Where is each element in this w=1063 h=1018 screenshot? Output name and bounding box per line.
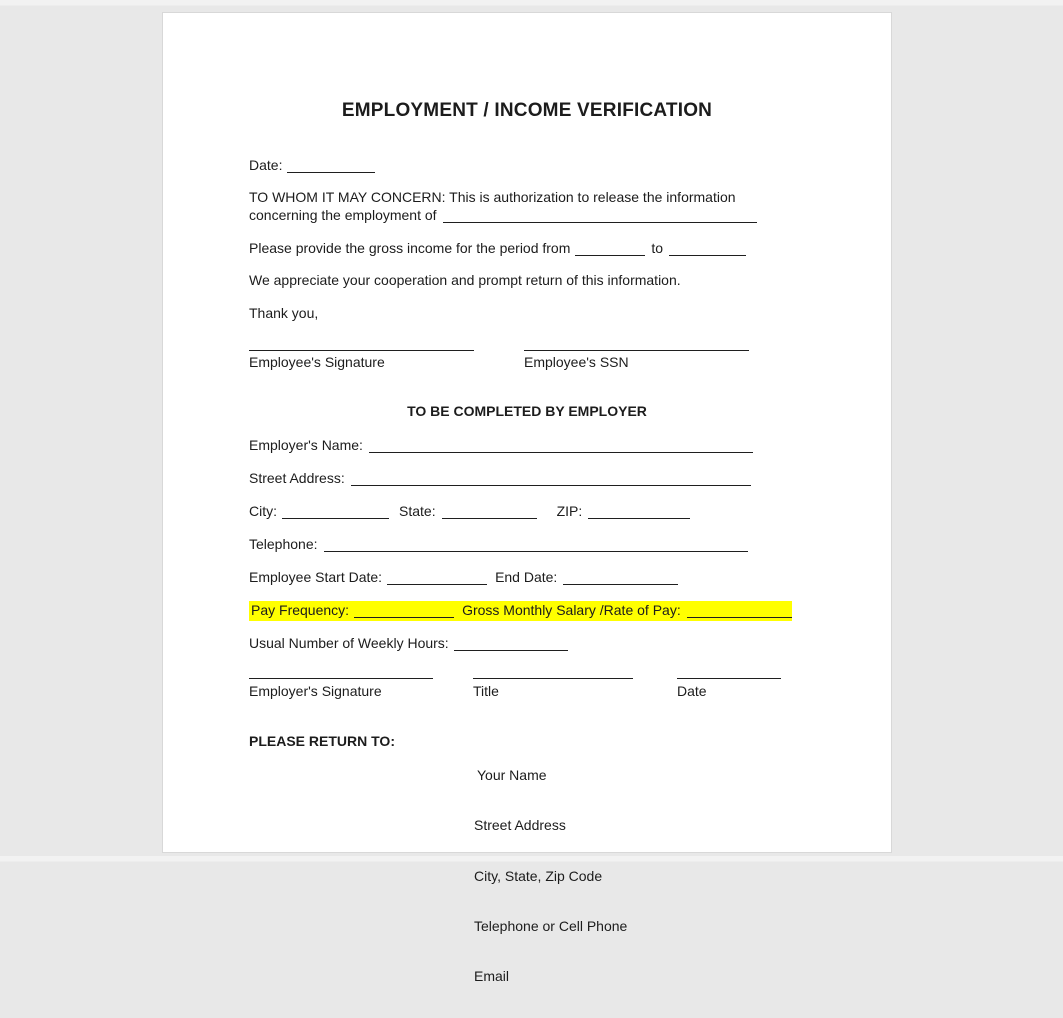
- signature-date-blank-line: [677, 665, 781, 679]
- street-address-line: [249, 469, 751, 487]
- weekly-hours-blank-line: [454, 637, 568, 651]
- employer-signature-labels: [249, 683, 707, 700]
- zip-label: ZIP:: [556, 503, 583, 519]
- appreciate-line-row: [249, 272, 681, 289]
- return-to-label: PLEASE RETURN TO:: [249, 733, 395, 749]
- date-label: Date:: [249, 157, 283, 173]
- employer-name-line: [249, 436, 753, 454]
- employer-name-blank-line: [369, 439, 753, 453]
- period-to-label: to: [651, 240, 664, 256]
- date-line: [249, 156, 375, 174]
- period-line: [249, 239, 746, 257]
- telephone-blank-line: [324, 538, 748, 552]
- return-to-name: Your Name: [477, 767, 547, 783]
- title-column-label: Title: [473, 683, 499, 699]
- employee-signature-blank-line: [249, 337, 474, 351]
- employee-signature-lines: [249, 334, 749, 348]
- period-from-label: Please provide the gross income for the period from: [249, 240, 571, 256]
- street-address-blank-line: [351, 472, 751, 486]
- state-blank-line: [442, 505, 537, 519]
- return-to-city-state-zip: City, State, Zip Code: [474, 867, 603, 884]
- return-to-street: Street Address: [474, 817, 566, 834]
- date-blank-line: [287, 159, 375, 173]
- employee-signature-labels: [249, 354, 629, 371]
- return-to-phone: Telephone or Cell Phone: [474, 917, 628, 934]
- end-date-blank-line: [563, 571, 678, 585]
- weekly-hours-label: Usual Number of Weekly Hours:: [249, 635, 449, 651]
- appreciate-text: We appreciate your cooperation and prompt return of this information.: [249, 272, 681, 288]
- gross-salary-blank-line: [687, 604, 792, 618]
- weekly-hours-line: [249, 634, 568, 652]
- thank-you-row: [249, 305, 318, 322]
- return-to-section: [249, 733, 627, 1018]
- concern-line1: TO WHOM IT MAY CONCERN: This is authorization to release the information: [249, 189, 736, 205]
- title-blank-line: [473, 665, 633, 679]
- start-end-date-line: [249, 568, 678, 586]
- pay-frequency-blank-line: [354, 604, 454, 618]
- return-to-address-block: [474, 733, 627, 1018]
- employer-signature-blank-line: [249, 665, 433, 679]
- employee-ssn-label: Employee's SSN: [524, 354, 629, 370]
- period-start-blank-line: [575, 242, 645, 256]
- city-state-zip-line: [249, 502, 690, 520]
- street-address-label: Street Address:: [249, 470, 345, 486]
- telephone-line: [249, 535, 748, 553]
- employee-signature-label: Employee's Signature: [249, 354, 385, 370]
- employer-section-title: TO BE COMPLETED BY EMPLOYER: [407, 403, 647, 419]
- state-label: State:: [399, 503, 436, 519]
- employer-signature-lines: [249, 662, 781, 676]
- end-date-label: End Date:: [495, 569, 558, 585]
- return-to-email: Email: [474, 968, 510, 985]
- document-page: [162, 12, 892, 985]
- telephone-label: Telephone:: [249, 536, 318, 552]
- concern-paragraph: [249, 189, 757, 224]
- period-end-blank-line: [669, 242, 746, 256]
- thank-you-text: Thank you,: [249, 305, 319, 321]
- date-column-label: Date: [677, 683, 707, 699]
- start-date-label: Employee Start Date:: [249, 569, 383, 585]
- employment-of-blank-line: [443, 209, 757, 223]
- pay-frequency-label: Pay Frequency:: [251, 602, 350, 618]
- start-date-blank-line: [387, 571, 487, 585]
- employer-signature-label: Employer's Signature: [249, 683, 382, 699]
- employee-ssn-blank-line: [524, 337, 749, 351]
- employer-name-label: Employer's Name:: [249, 437, 363, 453]
- city-label: City:: [249, 503, 277, 519]
- gross-salary-label: Gross Monthly Salary /Rate of Pay:: [462, 602, 681, 618]
- pay-frequency-highlight-row: [249, 601, 792, 621]
- city-blank-line: [282, 505, 389, 519]
- page-title: EMPLOYMENT / INCOME VERIFICATION: [341, 100, 713, 121]
- concern-line2: [249, 206, 757, 224]
- employment-of-label: concerning the employment of: [249, 207, 437, 223]
- zip-blank-line: [588, 505, 690, 519]
